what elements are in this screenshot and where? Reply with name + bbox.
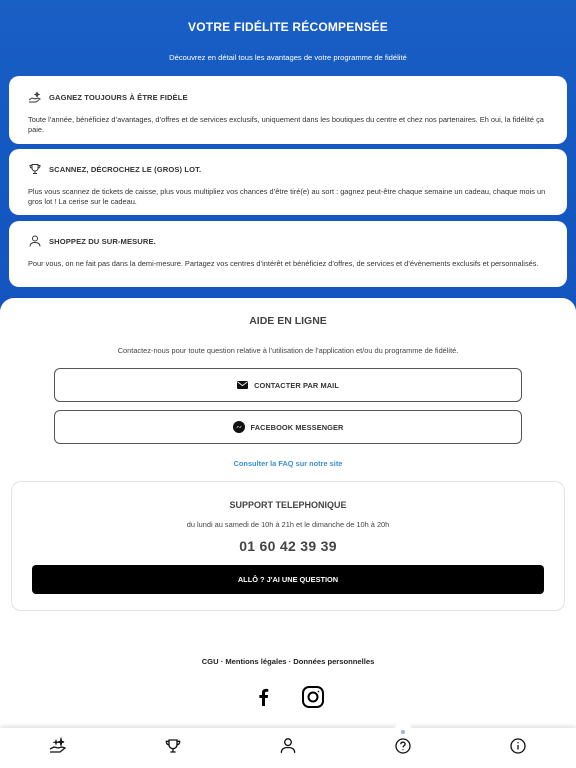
trophy-icon [28,162,42,176]
help-title: AIDE EN LIGNE [249,315,327,327]
card-text: Pour vous, on ne fait pas dans la demi-mesure. Partagez vos centres d’intérêt et bénéficiez d’offres, de services et d’évènements exclusifs et personnalisés. [28,259,539,268]
contact-mail-button[interactable] [54,368,522,402]
support-title: SUPPORT TELEPHONIQUE [229,500,347,510]
hand-sparkle-icon [49,737,67,760]
faq-link[interactable]: Consulter la FAQ sur notre site [233,459,343,468]
hero-title: VOTRE FIDÉLITE RÉCOMPENSÉE [188,20,388,34]
card-header [28,162,548,176]
hero-subtitle: Découvrez en détail tous les avantages de votre programme de fidélité [169,53,407,62]
mail-icon [237,381,248,389]
support-phone-number[interactable]: 01 60 42 39 39 [239,538,337,554]
help-subtitle: Contactez-nous pour toute question relative à l’utilisation de l’application et/ou du programme de fidélité. [117,346,459,355]
tab-trophy[interactable] [115,728,230,768]
legal-links[interactable]: CGU · Mentions légales · Données personnelles [201,657,375,666]
tab-benefits[interactable] [0,728,115,768]
benefit-card-loyalty [9,76,567,144]
user-icon [280,737,296,759]
card-header [28,90,548,104]
card-title: SCANNEZ, DÉCROCHEZ LE (GROS) LOT. [49,164,202,174]
benefit-card-scan [9,149,567,215]
instagram-icon[interactable] [301,685,325,709]
card-text: Toute l’année, bénéficiez d’avantages, d’offres et de services exclusifs, uniquement dans les boutiques du centre et chez nos partenaires. Eh oui, la fidélité ça paie. [28,115,544,134]
tab-help[interactable] [346,728,461,768]
tab-info[interactable] [461,728,576,768]
hand-sparkle-icon [28,90,42,104]
card-title: SHOPPEZ DU SUR-MESURE. [49,236,156,246]
call-question-button[interactable]: ALLÔ ? J'AI UNE QUESTION [32,565,544,594]
card-title: GAGNEZ TOUJOURS À ÊTRE FIDÈLE [49,92,188,102]
active-tab-indicator [401,730,405,734]
help-icon [395,738,411,759]
user-icon [28,234,42,248]
bottom-tab-bar [0,728,576,768]
info-icon [510,738,526,759]
facebook-icon[interactable] [251,685,275,709]
card-text: Plus vous scannez de tickets de caisse, plus vous multipliez vos chances d’être tiré(e) au sort : gagnez peut-être chaque semaine un cadeau, chaque mois un gros lot ! La cerise sur le cadeau. [28,187,546,206]
social-links [0,685,576,709]
contact-mail-label: CONTACTER PAR MAIL [254,380,339,390]
support-hours: du lundi au samedi de 10h à 21h et le dimanche de 10h à 20h [186,520,390,529]
benefit-card-custom [9,221,567,287]
card-header [28,234,548,248]
trophy-icon [165,738,181,759]
facebook-messenger-label: FACEBOOK MESSENGER [250,422,344,432]
tab-profile[interactable] [230,728,345,768]
messenger-icon [233,421,245,433]
facebook-messenger-button[interactable] [54,410,522,444]
